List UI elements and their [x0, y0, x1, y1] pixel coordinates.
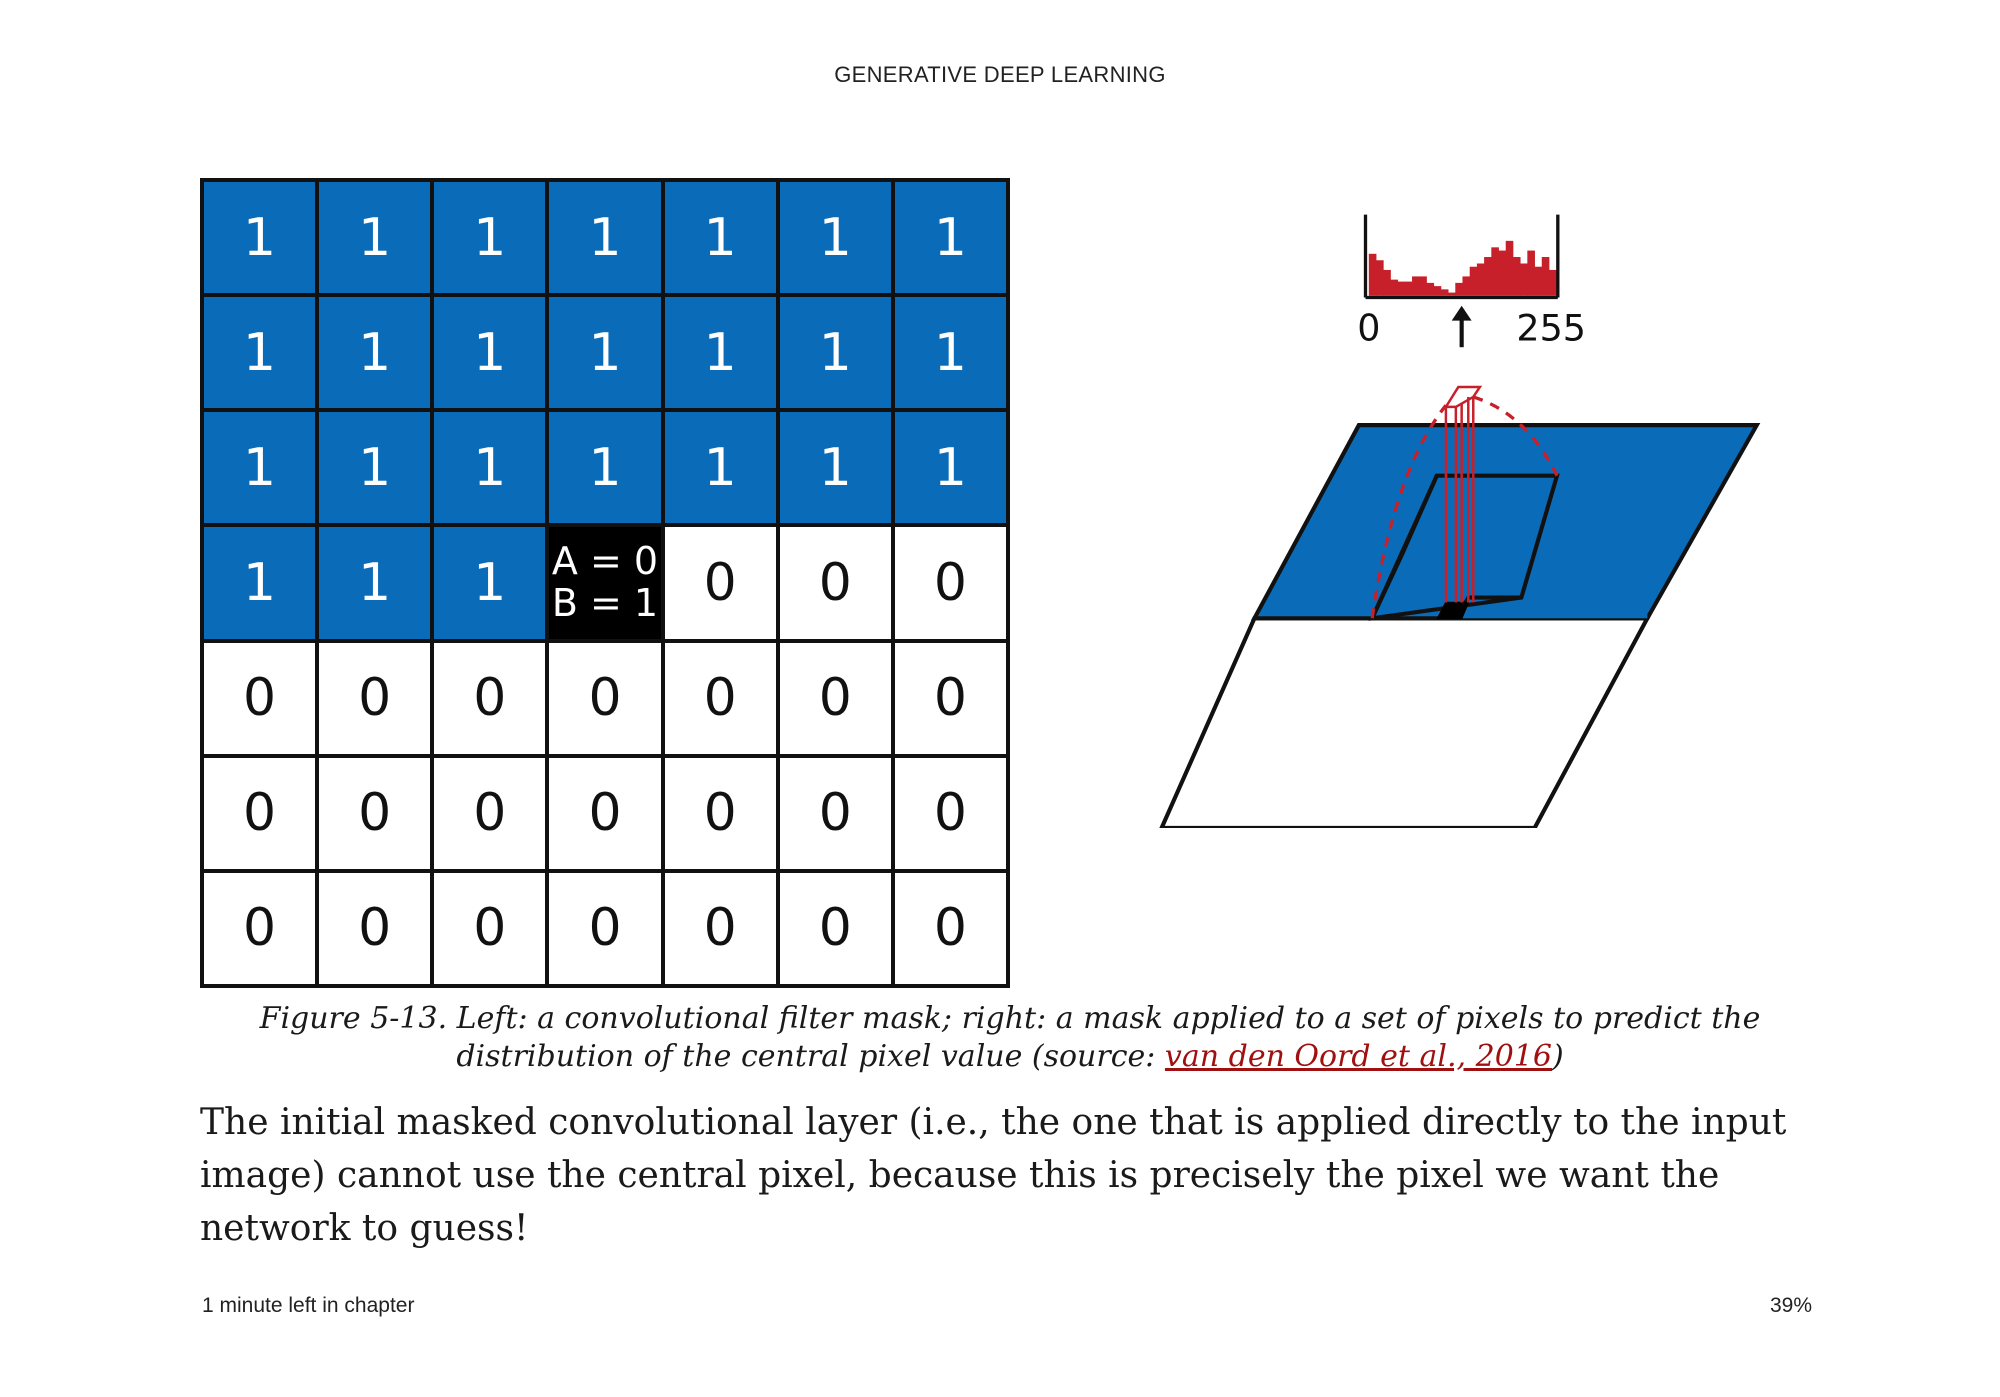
mask-cell: 1 — [549, 412, 660, 523]
histogram-bar — [1419, 276, 1427, 295]
body-paragraph: The initial masked convolutional layer (i.e., the one that is applied directly to the input image) cannot use the central pixel, because this is precisely the pixel we want the network to guess! — [200, 1102, 1787, 1249]
mask-cell: 0 — [434, 873, 545, 984]
mask-cell: 1 — [895, 297, 1006, 408]
mask-cell: 0 — [895, 527, 1006, 638]
mask-cell: 0 — [780, 527, 891, 638]
mask-cell-center — [549, 527, 660, 638]
histogram-bar — [1527, 251, 1535, 296]
mask-cell: 1 — [319, 297, 430, 408]
histogram-min-label: 0 — [1357, 306, 1381, 350]
mask-cell: 1 — [319, 412, 430, 523]
histogram-bar — [1506, 241, 1514, 296]
mask-cell: 1 — [780, 297, 891, 408]
mask-cell: 1 — [204, 297, 315, 408]
mask-cell: 1 — [204, 412, 315, 523]
histogram-bar — [1549, 270, 1557, 296]
upper-plane — [1254, 425, 1756, 618]
mask-cell: 1 — [665, 297, 776, 408]
up-arrow-icon — [1452, 306, 1472, 347]
mask-cell: 1 — [549, 297, 660, 408]
mask-cell: 0 — [895, 643, 1006, 754]
center-label-a: A = 0 — [551, 539, 659, 584]
caption-text: Figure 5-13. Left: a convolutional filter mask; right: a mask applied to a set of pixels to predict the distribution of the central pixel value (source: — [259, 1001, 1761, 1074]
time-left-indicator: 1 minute left in chapter — [202, 1294, 415, 1317]
histogram-bar — [1535, 267, 1543, 296]
mask-cell: 0 — [434, 643, 545, 754]
histogram-bar — [1462, 276, 1470, 295]
caption-suffix: ) — [1551, 1039, 1564, 1074]
histogram-bar — [1412, 276, 1420, 295]
mask-cell: 1 — [319, 182, 430, 293]
mask-cell: 1 — [434, 527, 545, 638]
histogram-bar — [1369, 254, 1377, 296]
histogram-bar — [1542, 257, 1550, 296]
mask-cell: 1 — [434, 182, 545, 293]
progress-percent: 39% — [1769, 1294, 1812, 1317]
histogram — [1369, 241, 1557, 296]
running-header: GENERATIVE DEEP LEARNING — [834, 62, 1166, 87]
mask-cell: 0 — [434, 758, 545, 869]
histogram-bar — [1455, 283, 1463, 296]
histogram-bar — [1441, 289, 1449, 295]
mask-cell: 0 — [319, 643, 430, 754]
mask-cell: 0 — [895, 873, 1006, 984]
histogram-bar — [1448, 293, 1456, 296]
histogram-bar — [1426, 283, 1434, 296]
mask-cell: 0 — [319, 873, 430, 984]
mask-cell: 0 — [549, 873, 660, 984]
mask-cell: 0 — [665, 873, 776, 984]
histogram-bar — [1513, 257, 1521, 296]
histogram-bar — [1499, 251, 1507, 296]
mask-cell: 1 — [549, 182, 660, 293]
mask-cell: 1 — [665, 412, 776, 523]
mask-cell: 1 — [895, 412, 1006, 523]
histogram-bar — [1520, 263, 1528, 295]
mask-cell: 0 — [895, 758, 1006, 869]
histogram-bar — [1434, 286, 1442, 296]
mask-cell: 0 — [204, 758, 315, 869]
mask-cell: 1 — [895, 182, 1006, 293]
mask-cell: 0 — [204, 643, 315, 754]
mask-cell: 0 — [204, 873, 315, 984]
histogram-bar — [1383, 270, 1391, 296]
histogram-bar — [1491, 247, 1499, 295]
mask-cell: 0 — [549, 643, 660, 754]
histogram-max-label: 255 — [1516, 306, 1586, 350]
mask-cell: 0 — [780, 758, 891, 869]
mask-cell: 1 — [204, 182, 315, 293]
histogram-bar — [1376, 260, 1384, 296]
histogram-bar — [1477, 263, 1485, 295]
figure-caption — [200, 1000, 1820, 1076]
mask-cell: 1 — [434, 412, 545, 523]
mask-cell: 0 — [780, 873, 891, 984]
caption-source-link[interactable]: van den Oord et al., 2016 — [1164, 1039, 1552, 1074]
histogram-bar — [1484, 257, 1492, 296]
histogram-bar — [1470, 267, 1478, 296]
histogram-bar — [1398, 282, 1406, 296]
mask-cell: 0 — [319, 758, 430, 869]
mask-cell: 0 — [780, 643, 891, 754]
mask-cell: 0 — [665, 527, 776, 638]
lower-plane — [1162, 618, 1648, 828]
figure — [200, 178, 1820, 988]
mask-cell: 1 — [665, 182, 776, 293]
mask-cell: 1 — [319, 527, 430, 638]
mask-cell: 0 — [665, 643, 776, 754]
mask-cell: 1 — [780, 412, 891, 523]
mask-cell: 1 — [434, 297, 545, 408]
masked-pixel-diagram — [1100, 198, 1820, 828]
histogram-bar — [1390, 280, 1398, 296]
mask-cell: 1 — [780, 182, 891, 293]
mask-cell: 0 — [665, 758, 776, 869]
mask-grid — [200, 178, 1010, 988]
center-label-b: B = 1 — [551, 580, 659, 625]
mask-cell: 1 — [204, 527, 315, 638]
mask-cell: 0 — [549, 758, 660, 869]
histogram-bar — [1405, 282, 1413, 296]
